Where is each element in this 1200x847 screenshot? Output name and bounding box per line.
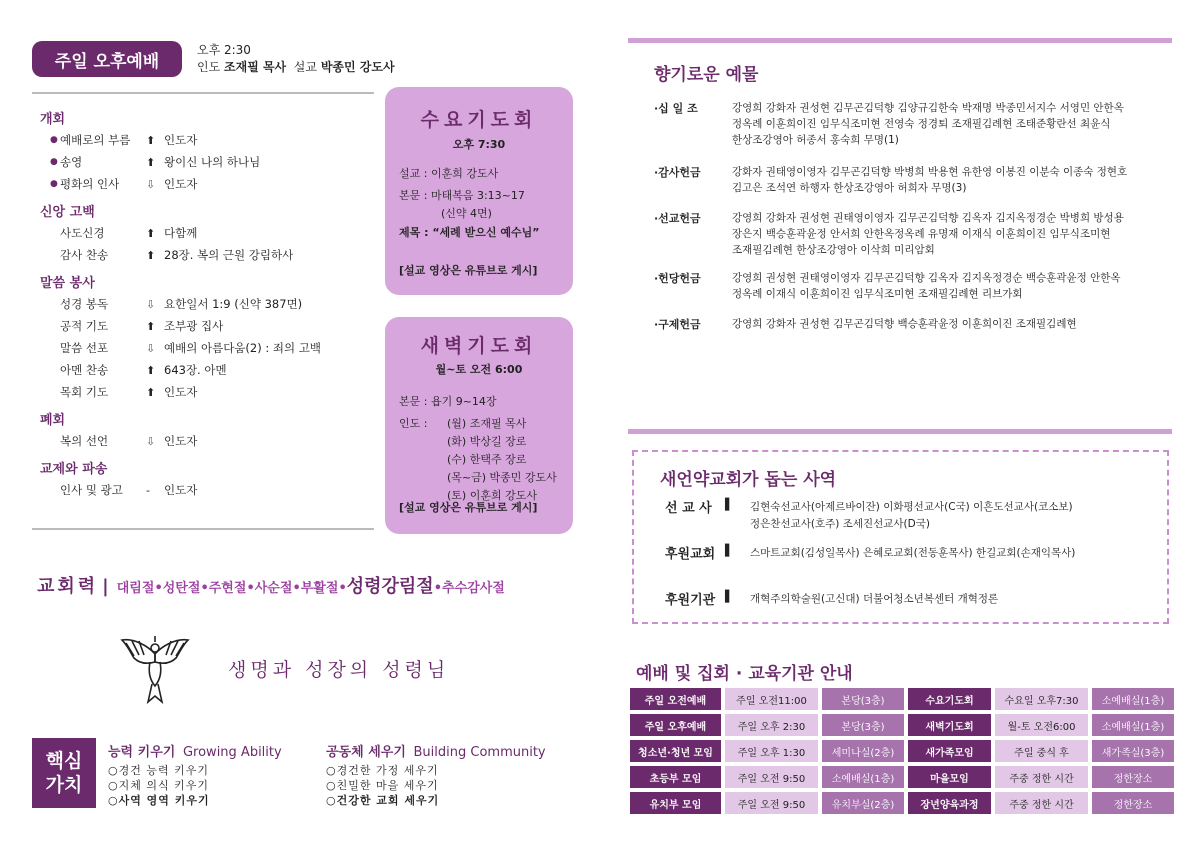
dawn-prayer-time: 월~토 오전 6:00 bbox=[435, 363, 523, 376]
church-calendar-items bbox=[117, 572, 505, 598]
bullet-icon: • bbox=[246, 581, 255, 596]
service-people bbox=[197, 59, 395, 76]
arrow-up-icon: ⬆ bbox=[146, 248, 156, 262]
order-row bbox=[40, 359, 380, 381]
schedule-cell: 주일 오후예배 bbox=[630, 714, 721, 736]
wednesday-prayer-title: 수요기도회 bbox=[420, 109, 538, 131]
offering-names bbox=[732, 100, 1172, 148]
offering-line: 강화자 권태영이영자 김무곤김덕향 박병희 박용현 유한영 이봉진 이분숙 이종숙 정현호 bbox=[732, 166, 1128, 178]
mission-line: 김현숙선교사(아제르바이잔) 이화평선교사(C국) 이흔도선교사(코소보) bbox=[750, 501, 1073, 513]
offering-label: ·감사헌금 bbox=[654, 166, 701, 179]
schedule-cell: 수요기도회 bbox=[908, 688, 991, 710]
core-item: ○건강한 교회 세우기 bbox=[326, 794, 440, 807]
schedule-cell: 세미나실(2층) bbox=[822, 740, 904, 762]
schedule-cell: 주중 정한 시간 bbox=[995, 766, 1088, 788]
leader-label: 인도 bbox=[197, 60, 221, 74]
schedule-cell: 주일 오전예배 bbox=[630, 688, 721, 710]
core-item: ○경건한 가정 세우기 bbox=[326, 764, 439, 777]
schedule-cell: 장년양육과정 bbox=[908, 792, 991, 814]
order-item-text: 인도자 bbox=[164, 483, 198, 497]
offering-line: 강영희 권성현 권태영이영자 김무곤김덕향 김옥자 김지옥정경순 백승훈곽윤정 안한옥 bbox=[732, 272, 1121, 284]
wed-text: 본문 : 마태복음 3:13~17 bbox=[399, 189, 525, 202]
schedule-cell: 초등부 모임 bbox=[630, 766, 721, 788]
preacher-name: 박종민 강도사 bbox=[320, 60, 395, 74]
schedule-cell: 정한장소 bbox=[1092, 766, 1174, 788]
order-item-text: 예배의 아름다움(2) : 죄의 고백 bbox=[164, 341, 321, 355]
order-section-title: 교제와 파송 bbox=[40, 462, 108, 477]
offering-line: 강영희 강화자 권성현 권태영이영자 김무곤김덕향 김옥자 김지옥정경순 박병희 방성용 bbox=[732, 212, 1124, 224]
order-item-name: 인사 및 광고 bbox=[60, 483, 123, 497]
service-title: 주일 오후예배 bbox=[54, 51, 160, 72]
order-item-name: 목회 기도 bbox=[60, 385, 109, 399]
dawn-prayer-title: 새벽기도회 bbox=[420, 335, 538, 357]
schedule-cell: 마을모임 bbox=[908, 766, 991, 788]
mission-names bbox=[750, 499, 1170, 533]
order-row bbox=[40, 381, 380, 403]
divider bbox=[628, 429, 1172, 434]
schedule-cell: 유치부 모임 bbox=[630, 792, 721, 814]
order-item-text: 인도자 bbox=[164, 133, 198, 147]
core-label-1: 핵심 bbox=[45, 750, 83, 772]
bullet-icon: • bbox=[200, 581, 209, 596]
offering-line: 장은지 백승훈곽윤정 안서희 안한옥정옥례 유명재 이재식 이훈희이진 임무식조미현 bbox=[732, 228, 1111, 240]
schedule-cell: 주일 중식 후 bbox=[995, 740, 1088, 762]
leader-name: 조재필 목사 bbox=[224, 60, 287, 74]
schedule-grid bbox=[630, 688, 1175, 818]
order-section-title: 폐회 bbox=[40, 413, 66, 428]
order-item-text: 왕이신 나의 하나님 bbox=[164, 155, 261, 169]
order-row bbox=[40, 173, 380, 195]
divider bbox=[32, 92, 374, 94]
order-item-text: 인도자 bbox=[164, 434, 198, 448]
bullet-icon: ● bbox=[50, 135, 58, 145]
dawn-leader: (화) 박상길 장로 bbox=[447, 435, 527, 448]
mission-line: 스마트교회(김성일목사) 은혜로교회(전동훈목사) 한길교회(손재익목사) bbox=[750, 547, 1076, 559]
mission-bar-icon: ▌ bbox=[725, 498, 734, 511]
schedule-cell: 월-토 오전6:00 bbox=[995, 714, 1088, 736]
order-item-name: 감사 찬송 bbox=[60, 248, 109, 262]
dawn-leader: (수) 한택주 장로 bbox=[447, 453, 527, 466]
offering-names bbox=[732, 210, 1172, 258]
church-calendar-item: 성탄절 bbox=[162, 581, 201, 596]
bullet-icon: • bbox=[154, 581, 163, 596]
offering-line: 정옥례 이재식 이훈희이진 임무식조미현 조재필김례현 리브가회 bbox=[732, 288, 1023, 300]
dawn-leader: (월) 조재필 목사 bbox=[447, 417, 527, 430]
dawn-leader-label: 인도 : bbox=[399, 417, 428, 430]
schedule-cell: 새가족모임 bbox=[908, 740, 991, 762]
bullet-icon: • bbox=[433, 581, 443, 596]
schedule-cell: 주일 오전 9:50 bbox=[725, 766, 818, 788]
mission-line: 정은찬선교사(호주) 조세진선교사(D국) bbox=[750, 518, 930, 530]
core-group-title: 능력 키우기 bbox=[108, 745, 176, 760]
offering-line: 강영희 강화자 권성현 김무곤김덕향 백승훈곽윤정 이훈희이진 조재필김례현 bbox=[732, 318, 1077, 330]
dawn-leader: (목~금) 박종민 강도사 bbox=[447, 471, 557, 484]
order-item-name: 평화의 인사 bbox=[60, 177, 120, 191]
schedule-cell: 소예배실(1층) bbox=[822, 766, 904, 788]
divider bbox=[32, 528, 374, 530]
offering-names bbox=[732, 316, 1172, 332]
core-item: ○경건 능력 키우기 bbox=[108, 764, 209, 777]
schedule-cell: 소예배실(1층) bbox=[1092, 714, 1174, 736]
order-item-name: 예배로의 부름 bbox=[60, 133, 131, 147]
church-calendar-item: 추수감사절 bbox=[442, 581, 505, 596]
order-item-name: 사도신경 bbox=[60, 226, 105, 240]
missions-title: 새언약교회가 돕는 사역 bbox=[660, 470, 837, 490]
order-row bbox=[40, 293, 380, 315]
service-time: 오후 2:30 bbox=[197, 43, 251, 57]
arrow-down-icon: ⇩ bbox=[146, 177, 156, 191]
offering-line: 정옥례 이훈희이진 임무식조미현 전영숙 정경퇴 조재필김례현 조태준황란선 최윤식 bbox=[732, 118, 1111, 130]
schedule-cell: 유치부실(2층) bbox=[822, 792, 904, 814]
order-row bbox=[40, 151, 380, 173]
schedule-title: 예배 및 집회 · 교육기관 안내 bbox=[636, 664, 853, 684]
order-item-text: 조부광 집사 bbox=[164, 319, 224, 333]
schedule-cell: 청소년·청년 모임 bbox=[630, 740, 721, 762]
dawn-text: 본문 : 욥기 9~14장 bbox=[399, 395, 497, 408]
schedule-cell: 본당(3층) bbox=[822, 688, 904, 710]
bullet-icon: ● bbox=[50, 179, 58, 189]
mission-label: 선 교 사 bbox=[665, 501, 712, 516]
dawn-note: [설교 영상은 유튜브로 게시] bbox=[399, 501, 538, 514]
order-section-title: 개회 bbox=[40, 112, 66, 127]
offering-label: ·구제헌금 bbox=[654, 318, 701, 331]
service-title-pill bbox=[32, 41, 182, 77]
mission-bar-icon: ▌ bbox=[725, 590, 734, 603]
offering-line: 강영희 강화자 권성현 김무곤김덕향 김양규김한숙 박재명 박종민서지수 서영민 안한옥 bbox=[732, 102, 1124, 114]
order-item-name: 공적 기도 bbox=[60, 319, 109, 333]
offering-line: 김고은 조석연 하행자 한상조강영아 허희자 무명(3) bbox=[732, 182, 967, 194]
mission-names bbox=[750, 545, 1170, 562]
wednesday-prayer-box bbox=[385, 87, 573, 295]
dash-icon: - bbox=[146, 483, 150, 497]
dawn-prayer-box bbox=[385, 317, 573, 534]
order-row bbox=[40, 337, 380, 359]
offering-label: ·헌당헌금 bbox=[654, 272, 701, 285]
slogan: 생명과 성장의 성령님 bbox=[228, 659, 450, 681]
schedule-cell: 수요일 오후7:30 bbox=[995, 688, 1088, 710]
church-calendar-item: 사순절 bbox=[254, 581, 293, 596]
wed-text-page: (신약 4면) bbox=[441, 207, 492, 220]
order-item-name: 아멘 찬송 bbox=[60, 363, 109, 377]
wed-preacher: 설교 : 이훈희 강도사 bbox=[399, 167, 499, 180]
church-calendar-item: 성령강림절 bbox=[346, 576, 434, 597]
offering-line: 조재필김례현 한상조강영아 이삭희 미리암회 bbox=[732, 244, 935, 256]
order-item-text: 인도자 bbox=[164, 177, 198, 191]
dawn-leaders bbox=[447, 415, 571, 505]
church-calendar-item: 주현절 bbox=[208, 581, 247, 596]
church-calendar-title: 교회력 bbox=[37, 576, 99, 597]
mission-names bbox=[750, 591, 1170, 608]
order-item-text: 다함께 bbox=[164, 226, 198, 240]
wed-note: [설교 영상은 유튜브로 게시] bbox=[399, 264, 538, 277]
order-row bbox=[40, 315, 380, 337]
church-calendar: 교회력 | 대림절•성탄절•주현절•사순절•부활절•성령강림절•추수감사절 bbox=[37, 572, 505, 598]
arrow-down-icon: ⇩ bbox=[146, 341, 156, 355]
church-calendar-item: 부활절 bbox=[300, 581, 339, 596]
arrow-up-icon: ⬆ bbox=[146, 155, 156, 169]
offering-label: ·선교헌금 bbox=[654, 212, 701, 225]
order-item-name: 복의 선언 bbox=[60, 434, 109, 448]
schedule-cell: 새가족실(3층) bbox=[1092, 740, 1174, 762]
schedule-cell: 주일 오전11:00 bbox=[725, 688, 818, 710]
schedule-cell: 본당(3층) bbox=[822, 714, 904, 736]
church-calendar-item: 대림절 bbox=[116, 581, 155, 596]
core-item: ○친밀한 마을 세우기 bbox=[326, 779, 439, 792]
schedule-cell: 주일 오후 2:30 bbox=[725, 714, 818, 736]
bullet-icon: ● bbox=[50, 157, 58, 167]
service-info bbox=[197, 42, 395, 76]
arrow-up-icon: ⬆ bbox=[146, 133, 156, 147]
order-of-worship bbox=[40, 108, 380, 501]
dove-icon bbox=[112, 624, 198, 710]
arrow-up-icon: ⬆ bbox=[146, 363, 156, 377]
schedule-cell: 정한장소 bbox=[1092, 792, 1174, 814]
order-row bbox=[40, 244, 380, 266]
order-item-name: 성경 봉독 bbox=[60, 297, 109, 311]
core-group-community bbox=[326, 741, 546, 808]
offering-names bbox=[732, 270, 1172, 302]
mission-label: 후원교회 bbox=[665, 547, 716, 562]
divider bbox=[628, 38, 1172, 43]
order-item-text: 643장. 아멘 bbox=[164, 363, 227, 377]
order-row bbox=[40, 129, 380, 151]
wednesday-prayer-time: 오후 7:30 bbox=[452, 138, 506, 151]
arrow-down-icon: ⇩ bbox=[146, 434, 156, 448]
core-item: ○지체 의식 키우기 bbox=[108, 779, 209, 792]
bullet-icon: • bbox=[338, 581, 347, 596]
arrow-up-icon: ⬆ bbox=[146, 385, 156, 399]
order-item-name: 송영 bbox=[60, 155, 83, 169]
core-item: ○사역 영역 키우기 bbox=[108, 794, 210, 807]
core-group-title-en: Building Community bbox=[413, 745, 546, 760]
mission-label: 후원기관 bbox=[665, 593, 716, 608]
order-section-title: 신앙 고백 bbox=[40, 205, 95, 220]
offering-line: 한상조강영아 허종서 홍숙희 무명(1) bbox=[732, 134, 899, 146]
order-item-name: 말씀 선포 bbox=[60, 341, 109, 355]
core-group-title: 공동체 세우기 bbox=[326, 745, 406, 760]
offerings-title: 향기로운 예물 bbox=[654, 65, 759, 85]
arrow-up-icon: ⬆ bbox=[146, 226, 156, 240]
schedule-cell: 주일 오전 9:50 bbox=[725, 792, 818, 814]
arrow-up-icon: ⬆ bbox=[146, 319, 156, 333]
wed-topic: 제목 : “세례 받으신 예수님” bbox=[399, 226, 540, 239]
schedule-cell: 소예배실(1층) bbox=[1092, 688, 1174, 710]
core-values-badge bbox=[32, 738, 96, 808]
order-row bbox=[40, 479, 380, 501]
preacher-label: 설교 bbox=[293, 60, 317, 74]
schedule-cell: 주중 정한 시간 bbox=[995, 792, 1088, 814]
order-item-text: 요한일서 1:9 (신약 387면) bbox=[164, 297, 303, 311]
offering-label: ·십 일 조 bbox=[654, 102, 698, 115]
mission-bar-icon: ▌ bbox=[725, 544, 734, 557]
order-row bbox=[40, 222, 380, 244]
bullet-icon: • bbox=[292, 581, 301, 596]
core-label-2: 가치 bbox=[45, 774, 83, 796]
arrow-down-icon: ⇩ bbox=[146, 297, 156, 311]
dawn-leader: (토) 이훈희 강도사 bbox=[447, 489, 537, 502]
schedule-cell: 새벽기도회 bbox=[908, 714, 991, 736]
offering-names bbox=[732, 164, 1172, 196]
order-item-text: 28장. 복의 근원 강림하사 bbox=[164, 248, 294, 262]
schedule-cell: 주일 오후 1:30 bbox=[725, 740, 818, 762]
mission-line: 개혁주의학술원(고신대) 더불어청소년복센터 개혁정론 bbox=[750, 593, 999, 605]
order-item-text: 인도자 bbox=[164, 385, 198, 399]
core-group-title-en: Growing Ability bbox=[182, 745, 282, 760]
order-section-title: 말씀 봉사 bbox=[40, 276, 95, 291]
order-row bbox=[40, 430, 380, 452]
core-group-ability bbox=[108, 741, 282, 808]
